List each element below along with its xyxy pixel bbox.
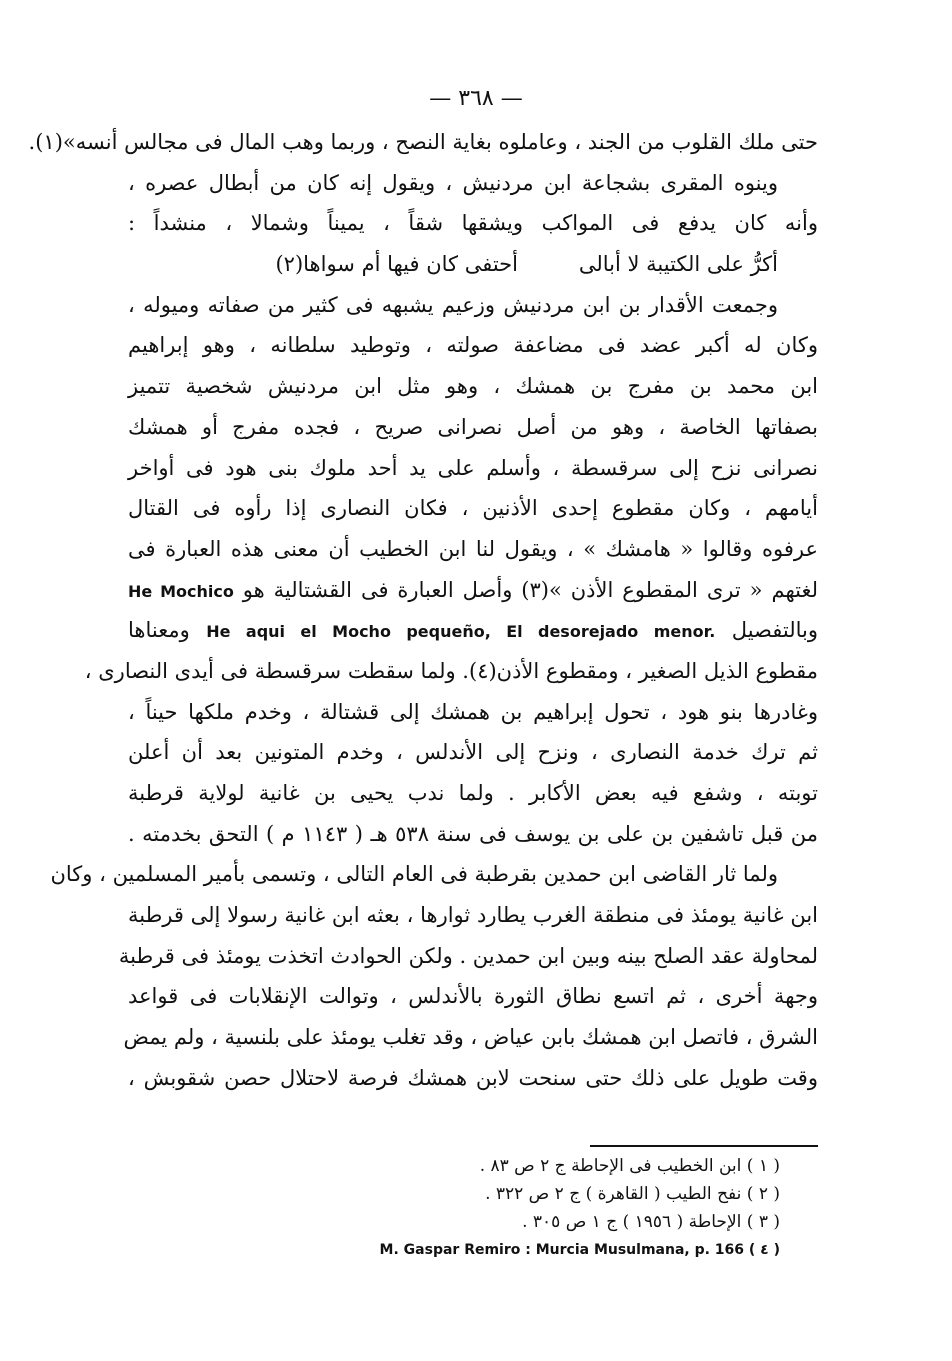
text-line-mixed <box>128 610 818 651</box>
footnote: ( ١ ) ابن الخطيب فى الإحاطة ج ٢ ص ٨٣ . <box>479 1156 780 1176</box>
text-line: من قبل تاشفين بن على بن يوسف فى سنة ٥٣٨ هـ ( ١١٤٣ م ) التحق بخدمته . <box>128 821 818 846</box>
arabic-segment: لغتهم « ترى المقطوع الأذن »(٣) وأصل العبارة فى القشتالية هو <box>242 577 818 602</box>
text-line: حتى ملك القلوب من الجند ، وعاملوه بغاية النصح ، وربما وهب المال فى مجالس أنسه»(١). <box>28 130 818 154</box>
body-text <box>28 122 818 1099</box>
text-line: بصفاتها الخاصة ، وهو من أصل نصرانى صريح ، فجده مفرج أو همشك <box>128 414 818 439</box>
arabic-segment: ومعناها <box>128 618 190 643</box>
footnote: ( ٢ ) نفح الطيب ( القاهرة ) ج ٢ ص ٣٢٢ . <box>485 1184 780 1204</box>
text-line: ولما ثار القاضى ابن حمدين بقرطبة فى العام التالى ، وتسمى بأمير المسلمين ، وكان <box>50 862 778 887</box>
arabic-segment: وبالتفصيل <box>731 618 818 643</box>
text-line: وينوه المقرى بشجاعة ابن مردنيش ، ويقول إنه كان من أبطال عصره ، <box>128 170 778 195</box>
text-line: لمحاولة عقد الصلح بينه وبين ابن حمدين . ولكن الحوادث اتخذت يومئذ فى قرطبة <box>118 943 818 968</box>
text-line: ثم ترك خدمة النصارى ، ونزح إلى الأندلس ، وخدم المتونين بعد أن أعلن <box>128 740 818 765</box>
text-line: وقت طويل على ذلك حتى سنحت لابن همشك فرصة لاحتلال حصن شقوبش ، <box>128 1065 818 1090</box>
text-line: وغادرها بنو هود ، تحول إبراهيم بن همشك إلى قشتالة ، وخدم ملكها حيناً ، <box>128 699 818 724</box>
footnotes <box>260 1152 780 1264</box>
page-number: — ٣٦٨ — <box>429 86 523 111</box>
text-line: عرفوه وقالوا « هامشك » ، ويقول لنا ابن الخطيب أن معنى هذه العبارة فى <box>128 536 818 561</box>
text-line: وجهة أخرى ، ثم اتسع نطاق الثورة بالأندلس ، وتوالت الإنقلابات فى قواعد <box>128 984 818 1009</box>
text-line: أيامهم ، وكان مقطوع إحدى الأذنين ، فكان النصارى إذا رأوه فى القتال <box>128 496 818 521</box>
verse-line <box>128 244 818 285</box>
text-line: توبته ، وشفع فيه بعض الأكابر . ولما ندب يحيى بن غانية لولاية قرطبة <box>128 781 818 805</box>
text-line: مقطوع الذيل الصغير ، ومقطوع الأذن(٤). ولما سقطت سرقسطة فى أيدى النصارى ، <box>84 658 818 683</box>
text-line: ابن محمد بن مفرج بن همشك ، وهو مثل ابن مردنيش شخصية تتميز <box>128 374 818 399</box>
verse-hemistich-1: أكرُّ على الكتيبة لا أبالى <box>578 252 778 277</box>
text-line: وأنه كان يدفع فى المواكب ويشقها شقاً ، يميناً وشمالا ، منشداً : <box>128 211 818 236</box>
latin-segment: He Mochico <box>128 581 234 601</box>
text-line-mixed <box>128 570 818 611</box>
text-line: نصرانى نزح إلى سرقسطة ، وأسلم على يد أحد ملوك بنى هود فى أواخر <box>128 455 818 480</box>
text-line: وكان له أكبر عضد فى مضاعفة صولته ، وتوطيد سلطانه ، وهو إبراهيم <box>128 333 818 358</box>
text-line: الشرق ، فاتصل ابن همشك بابن عياض ، وقد تغلب يومئذ على بلنسية ، ولم يمض <box>123 1025 818 1050</box>
footnote: M. Gaspar Remiro : Murcia Musulmana, p. 166 ( ٤ ) <box>379 1242 780 1258</box>
footnote: ( ٣ ) الإحاطة ( ١٩٥٦ ) ج ١ ص ٣٠٥ . <box>522 1212 780 1232</box>
footnote-divider <box>590 1145 818 1147</box>
latin-segment: He aqui el Mocho pequeño, El desorejado menor. <box>206 622 716 642</box>
text-line: وجمعت الأقدار بن ابن مردنيش وزعيم يشبهه فى كثير من صفاته وميوله ، <box>128 292 778 317</box>
verse-hemistich-2: أحتفى كان فيها أم سواها(٢) <box>275 252 518 277</box>
text-line: ابن غانية يومئذ فى منطقة الغرب يطارد ثوارها ، بعثه ابن غانية رسولا إلى قرطبة <box>128 903 818 928</box>
